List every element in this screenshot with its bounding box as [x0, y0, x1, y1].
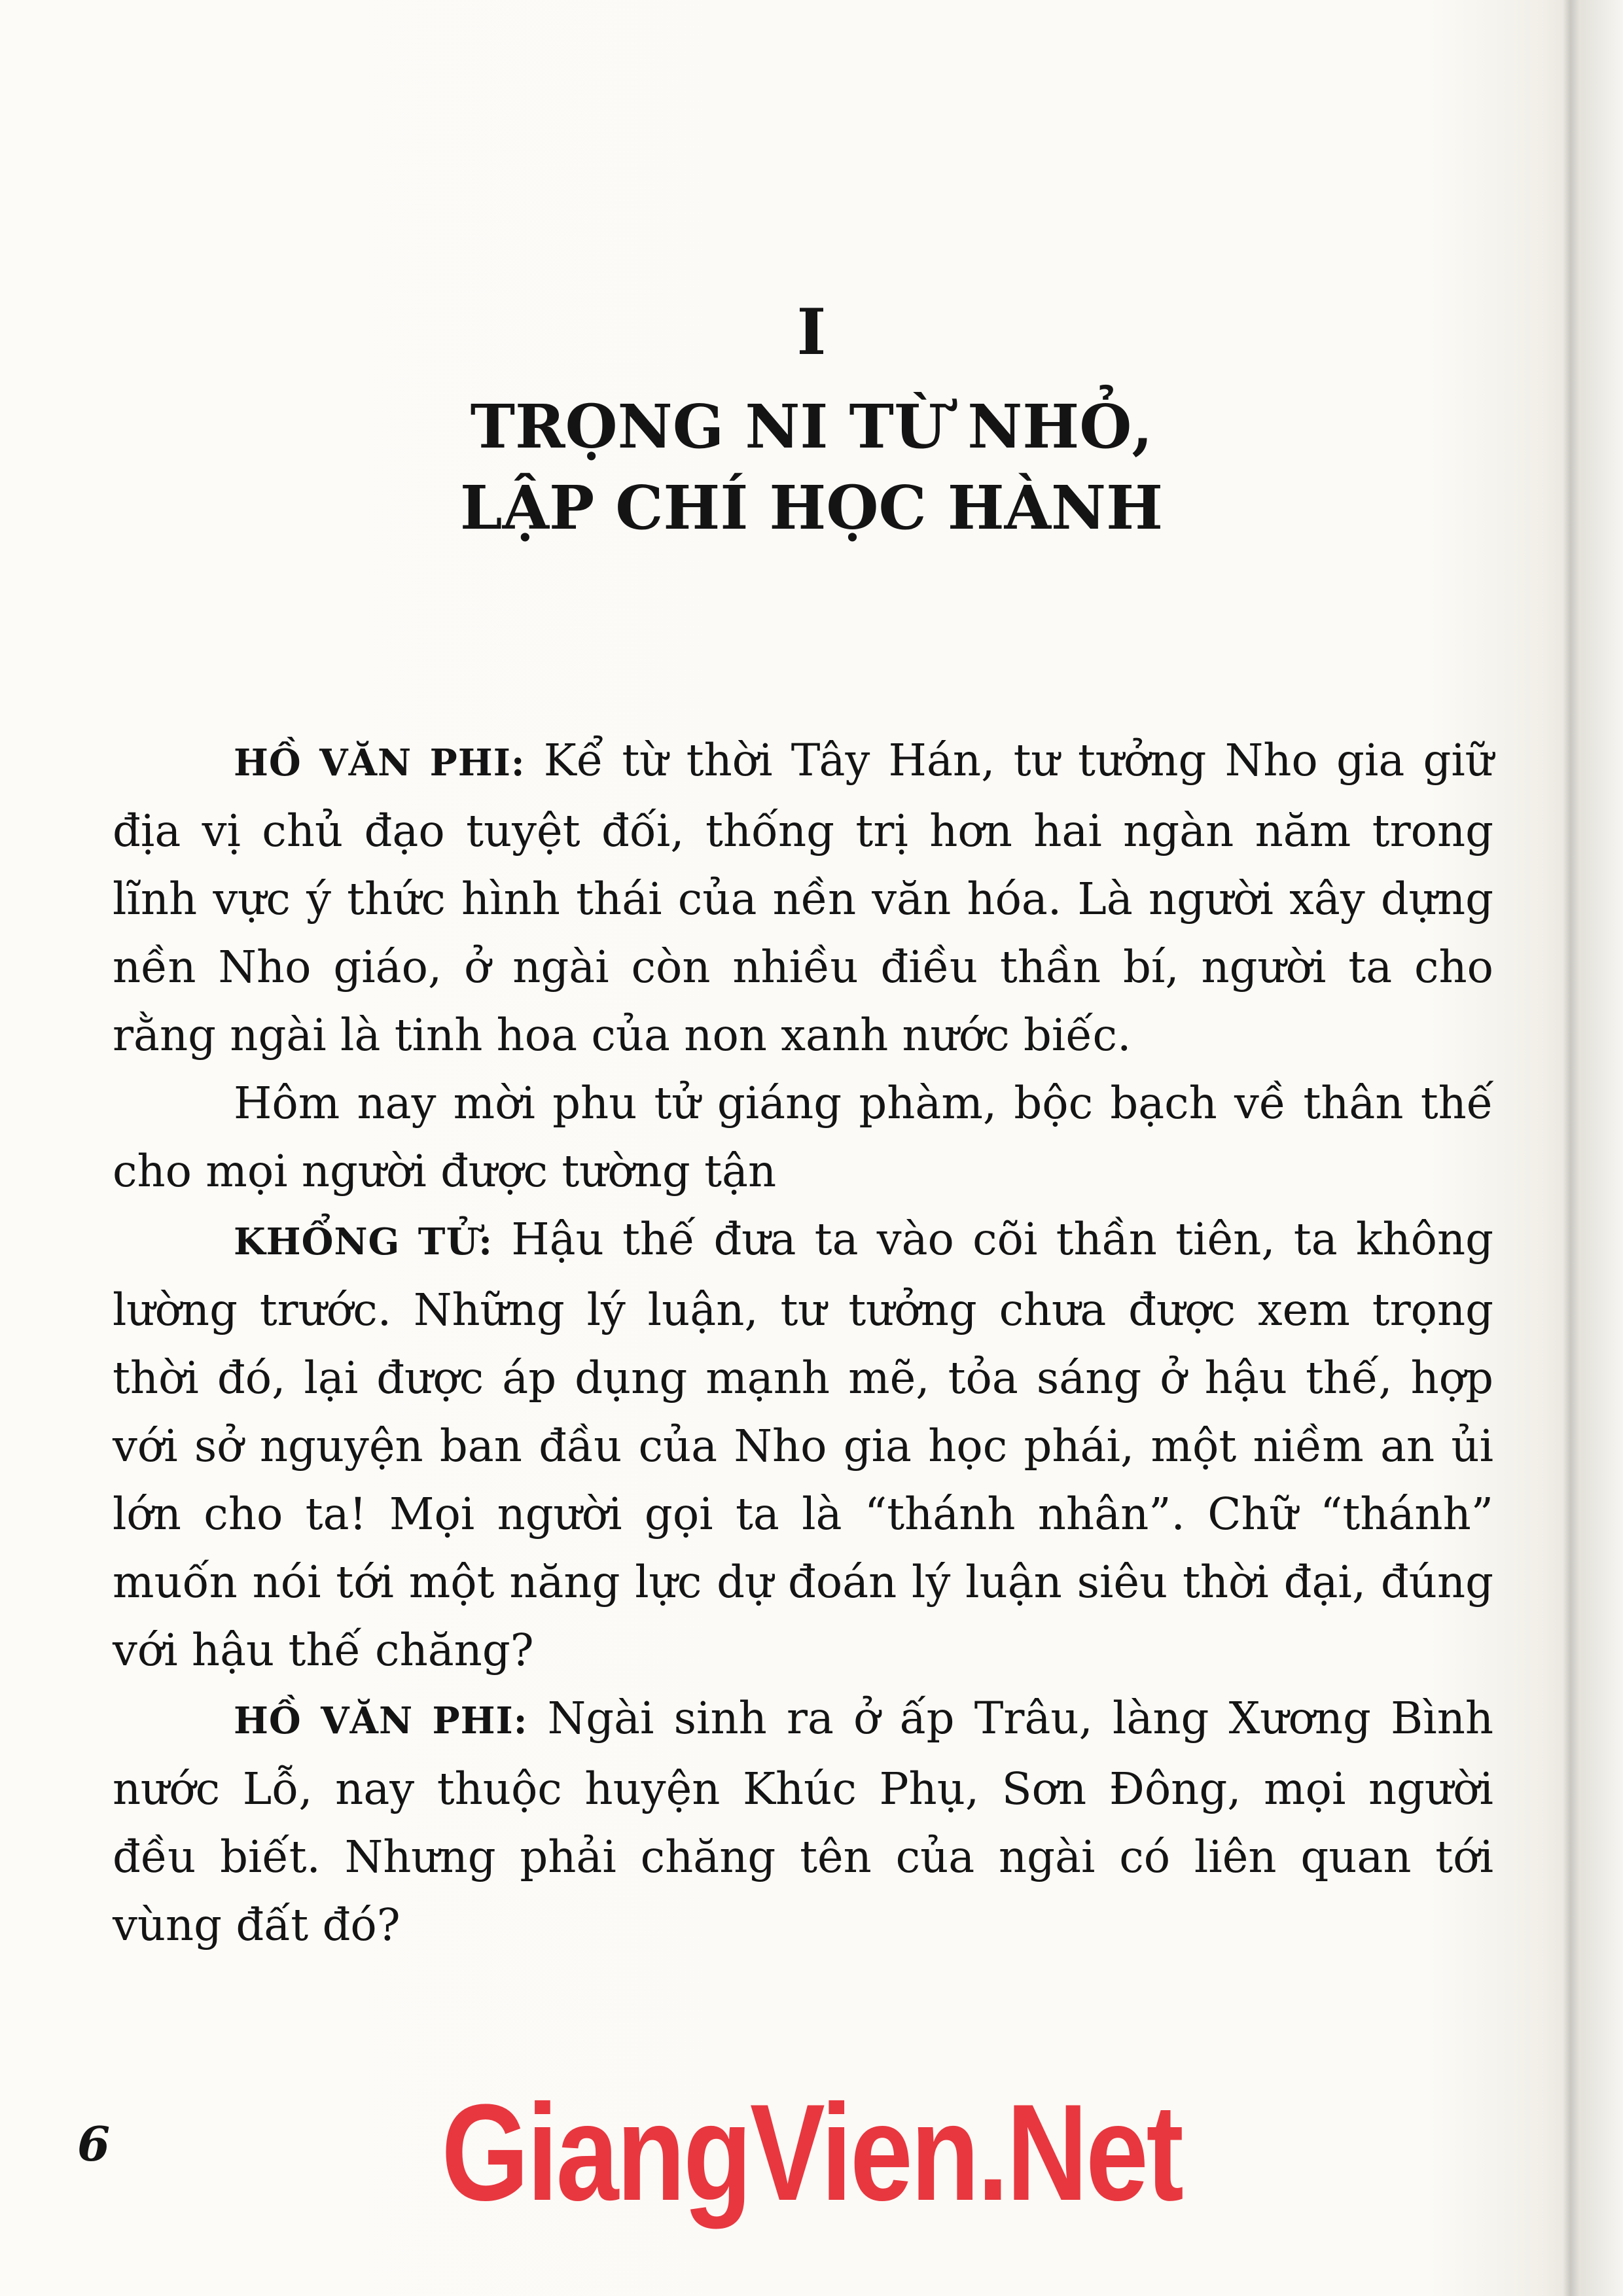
chapter-title-line-2: LẬP CHÍ HỌC HÀNH	[459, 472, 1164, 543]
speaker-label: KHỔNG TỬ:	[234, 1220, 493, 1263]
page-number: 6	[77, 2116, 111, 2172]
paragraph-text: Kể từ thời Tây Hán, tư tưởng Nho gia giữ địa vị chủ đạo tuyệt đối, thống trị hơn hai ngàn năm trong lĩnh vực ý thức hình thái của nền văn hóa. Là người xây dựng nền Nho giáo, ở ngài còn nhiều điều thần bí, người ta cho rằng ngài là tinh hoa của non xanh nước biếc.	[113, 735, 1493, 1061]
watermark-logo: GiangVien.Net	[441, 2075, 1182, 2229]
body-text	[113, 726, 1493, 1959]
paragraph-2	[113, 1069, 1493, 1205]
chapter-title-line-1: TRỌNG NI TỪ NHỎ,	[470, 391, 1153, 462]
paragraph-text: Hậu thế đưa ta vào cõi thần tiên, ta không lường trước. Những lý luận, tư tưởng chưa được xem trọng thời đó, lại được áp dụng mạnh mẽ, tỏa sáng ở hậu thế, hợp với sở nguyện ban đầu của Nho gia học phái, một niềm an ủi lớn cho ta! Mọi người gọi ta là “thánh nhân”. Chữ “thánh” muốn nói tới một năng lực dự đoán lý luận siêu thời đại, đúng với hậu thế chăng?	[113, 1214, 1493, 1676]
paragraph-3	[113, 1205, 1493, 1684]
chapter-title	[0, 386, 1623, 548]
paragraph-1	[113, 726, 1493, 1069]
paragraph-text: Hôm nay mời phu tử giáng phàm, bộc bạch về thân thế cho mọi người được tường tận	[113, 1078, 1493, 1197]
speaker-label: HỒ VĂN PHI:	[234, 1699, 528, 1742]
speaker-label: HỒ VĂN PHI:	[234, 741, 526, 785]
chapter-number: I	[796, 295, 827, 369]
paragraph-text: Ngài sinh ra ở ấp Trâu, làng Xương Bình nước Lỗ, nay thuộc huyện Khúc Phụ, Sơn Đông, mọi người đều biết. Nhưng phải chăng tên của ngài có liên quan tới vùng đất đó?	[113, 1693, 1493, 1951]
paragraph-4	[113, 1684, 1493, 1959]
